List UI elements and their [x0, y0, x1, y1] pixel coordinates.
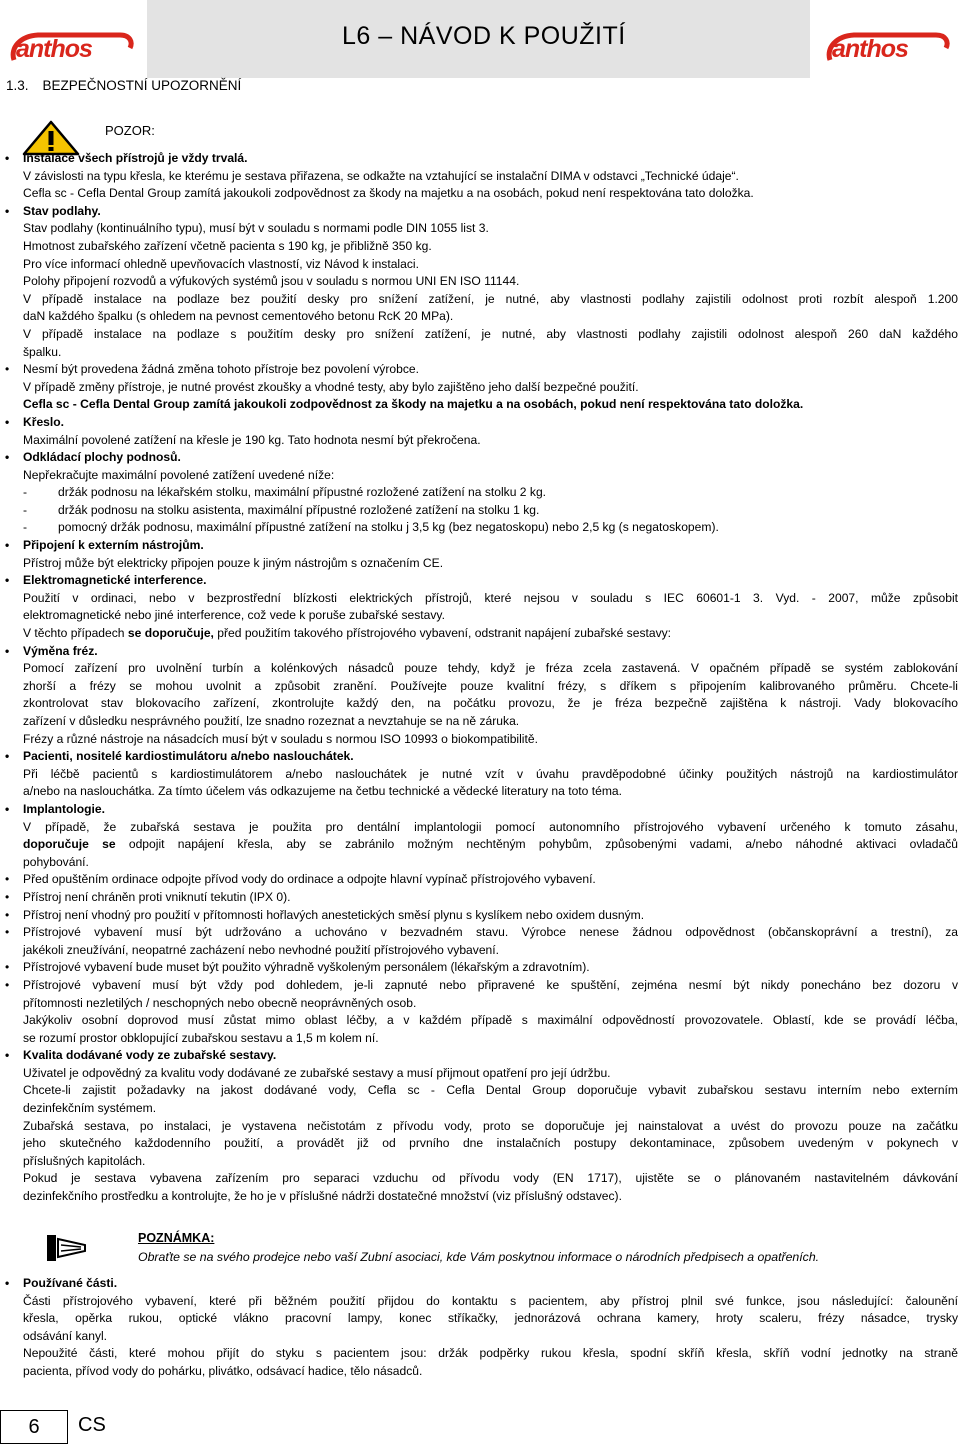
- bullet-item: • Před opuštěním ordinace odpojte přívod vody do ordinace a odpojte hlavní vypínač přístrojového vybavení.: [0, 871, 960, 889]
- section-title: BEZPEČNOSTNÍ UPOZORNĚNÍ: [42, 78, 242, 93]
- text-line: a/nebo na naslouchátka. Za tímto účelem vás odkazujeme na četbu technické a vědecké literatury na toto téma.: [23, 784, 622, 799]
- text-line: odsávání kanyl.: [23, 1328, 108, 1343]
- text-line: Pokud je sestava vybavena zařízením pro separaci vzduchu od přívodu vody (EN 1717), ujistěte se o plánovaném nastavitelném dávkování: [23, 1171, 958, 1186]
- text-line: zkontrolovat stav blokovacího zařízení, zkontrolujte každý den, na počátku provozu, že je fréza bezpečně zajištěna k nástroji. Vady blokovacího: [23, 696, 958, 711]
- text-line: Stav podlahy (kontinuálního typu), musí být v souladu s normami podle DIN 1055 list 3.: [23, 221, 489, 236]
- bullet-item: • Pacienti, nositelé kardiostimulátoru a/nebo naslouchátek.: [0, 748, 960, 766]
- text-line: příslušných kapitolách.: [23, 1153, 146, 1168]
- bullet-item: • Výměna fréz.: [0, 643, 960, 661]
- text-line: V těchto případech se doporučuje, před použitím takového přístrojového vybavení, odstranit napájení zubařské sestavy:: [23, 626, 672, 641]
- safety-warnings-body: [0, 150, 960, 1206]
- bullet-item: • Připojení k externím nástrojům.: [0, 537, 960, 555]
- text-line: Frézy a různé nástroje na násadcích musí být v souladu s normou ISO 10993 o biokompatibilitě.: [23, 731, 538, 746]
- note-title: POZNÁMKA:: [138, 1231, 215, 1245]
- text-line: Přístroj může být elektricky připojen pouze k jiným nástrojům s označením CE.: [23, 555, 444, 570]
- text-line: Zubařská sestava, po instalaci, je vystavena nečistotám z přívodu vody, proto se doporučuje jej nainstalovat a uvést do provozu pouze na začátku: [23, 1118, 958, 1133]
- text-line: Hmotnost zubařského zařízení včetně pacienta s 190 kg, je přibližně 350 kg.: [23, 238, 432, 253]
- bullet-item: • Přístroj není chráněn proti vniknutí tekutin (IPX 0).: [0, 889, 960, 907]
- text-line: se rozumí prostor obklopující zubařskou sestavu a 1,5 m kolem ní.: [23, 1030, 379, 1045]
- text-line: dezinfekčního prostředku a kontrolujte, že ho je v příslušné nádrži dostatečné množství (viz příslušný odstavec).: [23, 1189, 622, 1204]
- text-line: Uživatel je odpovědný za kvalitu vody dodávané ze zubařské sestavy a musí přijmout opatření pro její údržbu.: [23, 1065, 611, 1080]
- section-number: 1.3.: [6, 78, 29, 93]
- bullet-item: • Nesmí být provedena žádná změna tohoto přístroje bez povolení výrobce.: [0, 361, 960, 379]
- text-line: V případě instalace na podlaze s použitím desky pro snížení zatížení, je nutné, aby vlastnosti podlahy zajistili odolnost alespoň 260 daN každého: [23, 326, 958, 341]
- note-text: Obraťte se na svého prodejce nebo vaší Zubní asociaci, kde Vám poskytnou informace o národních předpisech a opatřeních.: [138, 1250, 820, 1264]
- warning-label: POZOR:: [105, 123, 155, 138]
- bullet-item: • Instalace všech přístrojů je vždy trvalá.: [0, 150, 960, 168]
- text-line: V závislosti na typu křesla, ke kterému je sestava přiřazena, se odkažte na vztahující se instalační DIMA v odstavci „Technické údaje“.: [23, 168, 739, 183]
- text-line: přítomnosti nezletilých / neschopných nebo obecně neoprávněných osob.: [23, 995, 417, 1010]
- text-line: Části přístrojového vybavení, které při běžném použití přijdou do kontaktu s pacientem, aby přístroj plnil své funkce, jsou následující: čalounění: [23, 1293, 958, 1308]
- text-line: dezinfekčním systémem.: [23, 1101, 157, 1116]
- bullet-item: • Používané části.: [0, 1275, 960, 1293]
- text-line: Jakýkoliv osobní doprovod musí zůstat mimo oblast léčby, a v každém případě s maximální odpovědností provozovatele. Oblastí, kde se provádí léčba,: [23, 1013, 958, 1028]
- bullet-item: • Přístroj není vhodný pro použití v přítomnosti hořlavých anestetických směsí plynu s kyslíkem nebo oxidem dusným.: [0, 907, 960, 925]
- bullet-item: • Přístrojové vybavení musí být vždy pod dohledem, je-li zapnuté nebo připravené ke spuštění, zejména nesmí být nikdy ponecháno bez dozoru v: [0, 977, 958, 995]
- text-line: Při léčbě pacientů s kardiostimulátorem a/nebo naslouchátek je nutné vzít v úvahu pravděpodobné účinky použitých nástrojů na kardiostimulátor: [23, 766, 958, 781]
- text-line: Chcete-li zajistit požadavky na jakost dodávané vody, Cefla sc - Cefla Dental Group doporučuje vybavit zubařskou sestavu interním nebo externím: [23, 1083, 958, 1098]
- text-line: jakékoli zneužívání, neopatrné zacházení nebo nevhodné použití přístrojového vybavení.: [23, 942, 500, 957]
- text-line: zhorší a frézy se mohou uvolnit a způsobit zranění. Používejte pouze kvalitní frézy, s dříkem s připojením kalibrovaného průměru. Chcete-li: [23, 678, 958, 693]
- text-line: Pomocí zařízení pro uvolnění turbín a kolénkových násadců pouze tehdy, když je fréza zcela zastavená. V opačném případě se systém zablokování: [23, 661, 958, 676]
- svg-text:anthos: anthos: [832, 35, 908, 63]
- text-line: elektromagnetické nebo jiné interference, což vede k poruše zubařské sestavy.: [23, 608, 445, 623]
- text-line: Cefla sc - Cefla Dental Group zamítá jakoukoli zodpovědnost za škody na majetku a na osobách, pokud není respektována tato doložka.: [23, 186, 754, 201]
- bullet-item: • Přístrojové vybavení musí být udržováno a uchováno v bezvadném stavu. Výrobce nenese žádnou odpovědnost (občanskoprávní a trestní), za: [0, 924, 958, 942]
- text-line: Cefla sc - Cefla Dental Group zamítá jakoukoli zodpovědnost za škody na majetku a na osobách, pokud není respektována tato doložka.: [23, 397, 804, 412]
- bullet-item: • Křeslo.: [0, 414, 960, 432]
- bullet-item: • Kvalita dodávané vody ze zubařské sestavy.: [0, 1047, 960, 1065]
- text-line: doporučuje se odpojit napájení křesla, aby se zabránilo možným nechtěným pohybům, způsobenými vadami, a/nebo náhodné aktivaci ovladačů: [23, 837, 958, 852]
- dash-item: - držák podnosu na stolku asistenta, maximální přípustné rozložené zatížení na stolku 1 kg.: [23, 502, 540, 517]
- brand-logo-left: [6, 30, 134, 69]
- bullet-item: • Stav podlahy.: [0, 203, 960, 221]
- text-line: Použití v ordinaci, nebo v bezprostřední blízkosti elektrických přístrojů, které nejsou v souladu s IEC 60601-1 3. Vyd. - 2007, může způsobit: [23, 590, 958, 605]
- text-line: křesla, opěrka rukou, optické vlákno pracovní lampy, konec stříkačky, jednorázová ochrana kamery, hroty scaleru, frézy násadce, trysky: [23, 1311, 958, 1326]
- note-hand-icon: [45, 1231, 89, 1270]
- bullet-item: • Odkládací plochy podnosů.: [0, 449, 960, 467]
- page-number: 6: [0, 1410, 68, 1444]
- page-header-title: L6 – NÁVOD K POUŽITÍ: [342, 22, 626, 50]
- text-line: V případě, že zubařská sestava je použita pro dentální implantologii pomocí autonomního přístrojového vybavení určeného k tomuto zásahu,: [23, 819, 958, 834]
- dash-item: - držák podnosu na lékařském stolku, maximální přípustné rozložené zatížení na stolku 2 kg.: [23, 485, 547, 500]
- text-line: zařízení v důsledku nesprávného použití, lze snadno rozeznat a nevztahuje se na ně záruka.: [23, 714, 520, 728]
- text-line: Polohy připojení rozvodů a výfukových systémů jsou v souladu s normou UNI EN ISO 11144.: [23, 274, 520, 289]
- text-line: V případě změny přístroje, je nutné provést zkoušky a vhodné testy, aby bylo zajištěno jeho další bezpečné použití.: [23, 379, 639, 394]
- used-parts-section: [0, 1275, 960, 1381]
- text-line: Nepřekračujte maximální povolené zatížení uvedené níže:: [23, 467, 335, 482]
- text-line: V případě instalace na podlaze bez použití desky pro snížení zatížení, je nutné, aby vlastnosti podlahy zajistili odolnost proti rozbít alespoň 1.200: [23, 291, 958, 306]
- bullet-item: • Elektromagnetické interference.: [0, 572, 960, 590]
- svg-text:anthos: anthos: [16, 35, 92, 63]
- brand-logo-right: [822, 30, 950, 69]
- text-line: jeho skutečného každodenního použití, a provádět již od prvního dne instalačních postupy dekontaminace, způsobem uvedeným v pokynech v: [23, 1136, 958, 1151]
- text-line: Pro více informací ohledně upevňovacích vlastností, viz Návod k instalaci.: [23, 256, 419, 271]
- text-line: Maximální povolené zatížení na křesle je 190 kg. Tato hodnota nesmí být překročena.: [23, 432, 481, 447]
- text-line: Nepoužité části, které mohou přijít do styku s pacientem jsou: držák podpěrky rukou křesla, spodní skříň křesla, skříň vodní jednotky na straně: [23, 1346, 958, 1361]
- bullet-item: • Přístrojové vybavení bude muset být použito výhradně vyškoleným personálem (lékařským a zdravotním).: [0, 959, 960, 977]
- text-line: daN každého špalku (s ohledem na pevnost cementového betonu RcK 20 MPa).: [23, 309, 454, 324]
- text-line: pacienta, přívod vody do pohárku, plivátko, odsávací hadice, tělo násadců.: [23, 1363, 423, 1378]
- text-line: pohybování.: [23, 854, 89, 869]
- text-line: špalku.: [23, 344, 62, 359]
- dash-item: - pomocný držák podnosu, maximální přípustné zatížení na stolku j 3,5 kg (bez negatoskopu) nebo 2,5 kg (s negatoskopem).: [23, 520, 719, 535]
- section-heading: [6, 78, 241, 93]
- language-code: CS: [78, 1414, 106, 1436]
- bullet-item: • Implantologie.: [0, 801, 960, 819]
